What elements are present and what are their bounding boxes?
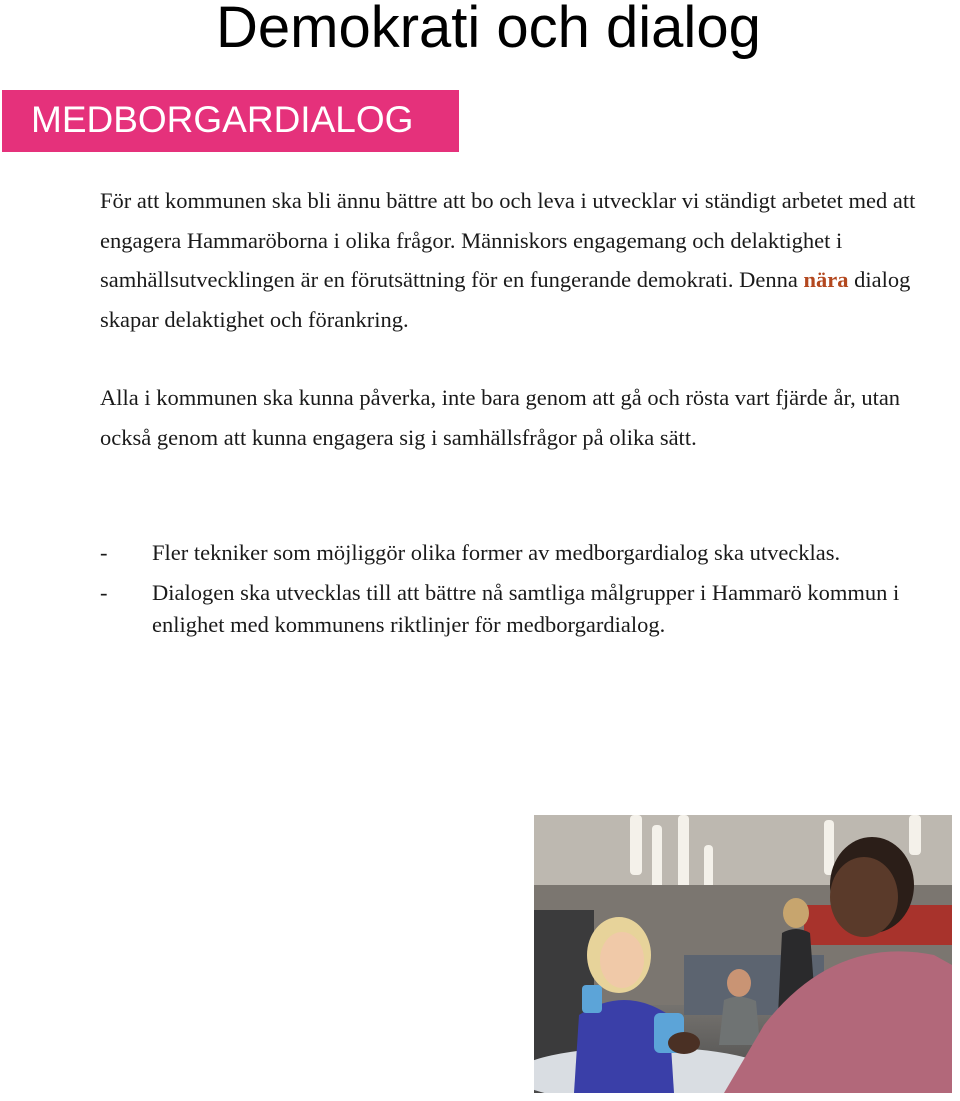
page-title: Demokrati och dialog [216, 0, 761, 60]
bullet-dash: - [100, 580, 108, 605]
list-item [100, 577, 950, 641]
highlight-word: nära [803, 267, 849, 292]
section-banner [2, 90, 459, 152]
intro-paragraph-2: Alla i kommunen ska kunna påverka, inte bara genom att gå och rösta vart fjärde år, utan också genom att kunna engagera sig i samhällsfrågor på olika sätt. [100, 385, 901, 450]
bullet-text: Dialogen ska utvecklas till att bättre nå samtliga målgrupper i Hammarö kommun i enlighet med kommunens riktlinjer för medborgardialog. [152, 580, 900, 637]
intro-paragraph-1 [100, 181, 950, 339]
bullet-list [100, 537, 950, 649]
bullet-text: Fler tekniker som möjliggör olika former av medborgardialog ska utvecklas. [152, 540, 841, 565]
intro-text-end: dialog skapar delaktighet och förankring. [100, 267, 911, 332]
section-label: MEDBORGARDIALOG [31, 99, 414, 140]
intro-text-start: För att kommunen ska bli ännu bättre att bo och leva i utvecklar vi ständigt arbetet med att engagera Hammaröborna i olika frågor. Människors engagemang och delaktighet i samhällsutvecklingen är en förutsättning för en fungerande demokrati. Denna [100, 188, 916, 292]
bullet-dash: - [100, 540, 108, 565]
photo-people-talking [534, 815, 952, 1093]
list-item [100, 537, 950, 569]
